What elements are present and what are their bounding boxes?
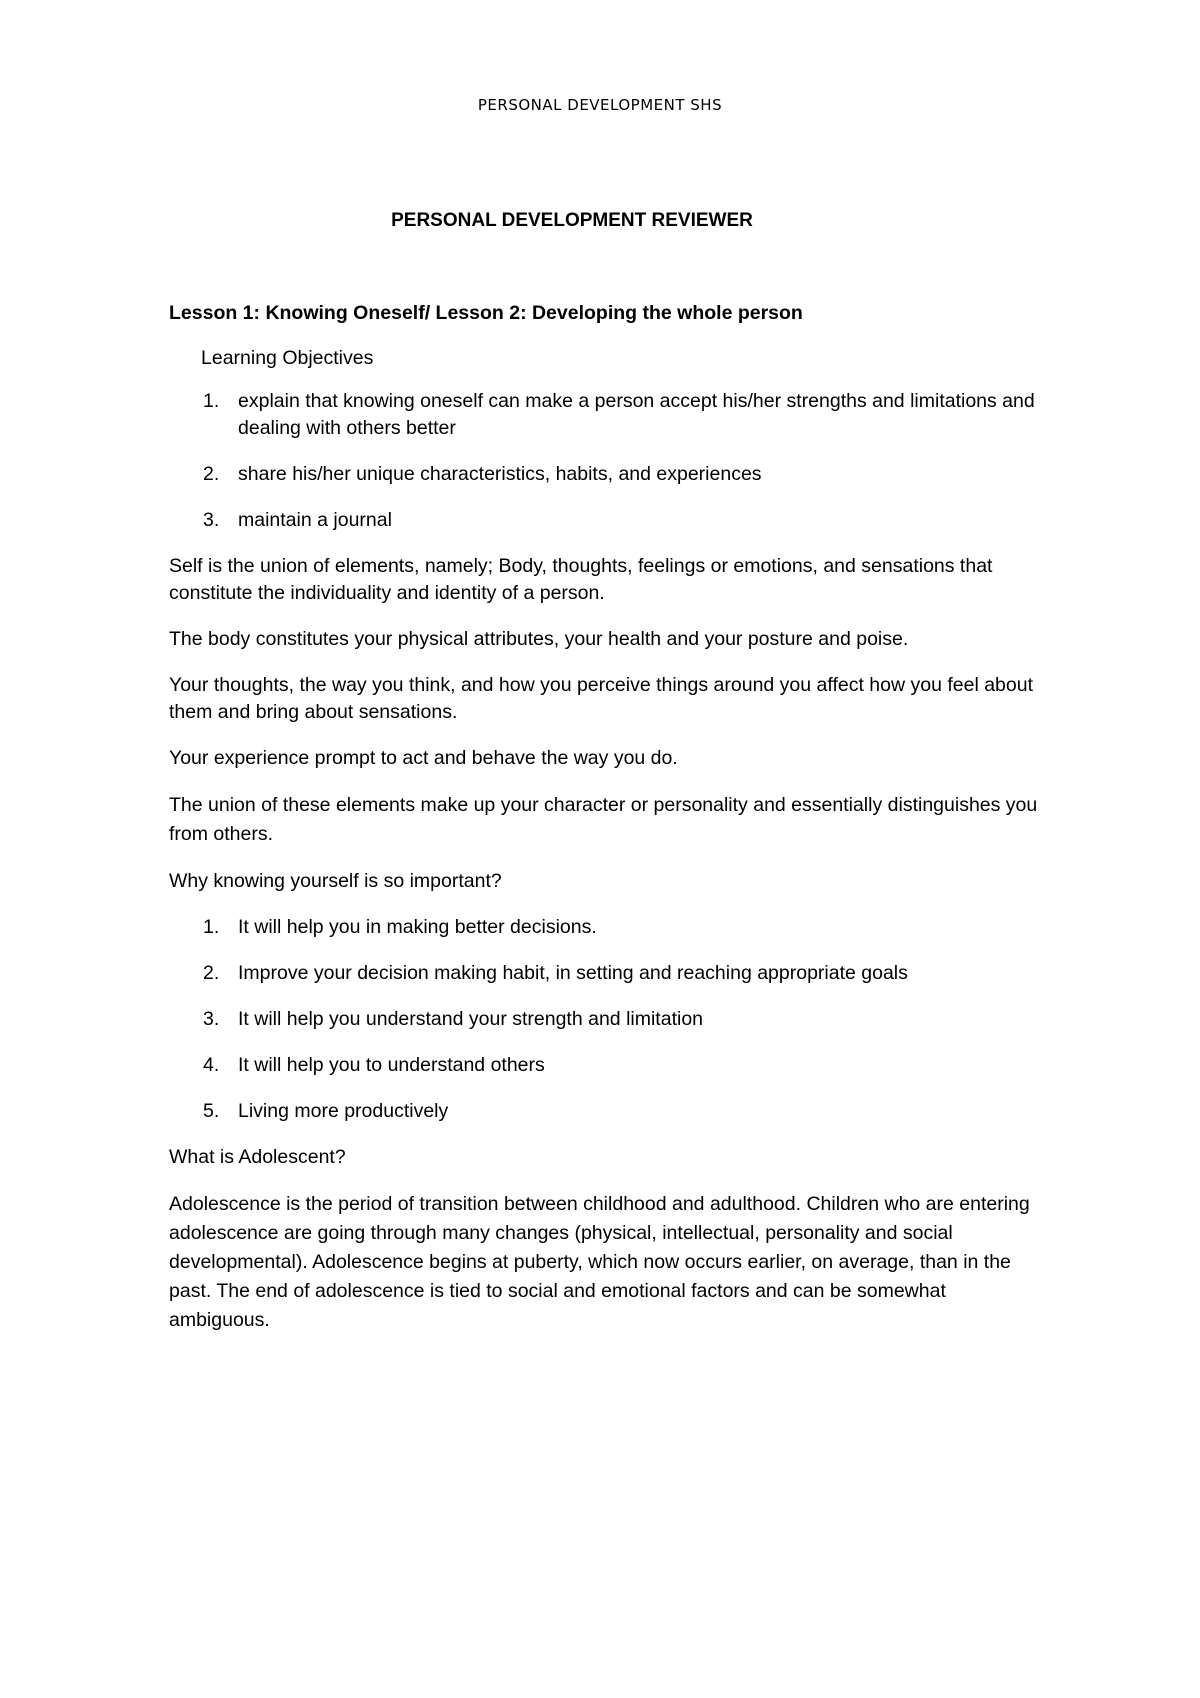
why-question: Why knowing yourself is so important? [169,870,502,892]
list-number: 3. [203,509,220,531]
list-number: 2. [203,463,220,485]
list-number: 4. [203,1054,220,1076]
list-item-text: It will help you in making better decisions. [238,916,597,938]
list-item [169,1006,1049,1033]
paragraph-union: The union of these elements make up your character or personality and essentially distinguishes you from others. [169,794,1038,845]
list-number: 2. [203,962,220,984]
list-number: 5. [203,1100,220,1122]
list-item-text: Living more productively [238,1100,449,1122]
lesson-heading: Lesson 1: Knowing Oneself/ Lesson 2: Developing the whole person [169,302,803,324]
list-item-text: Improve your decision making habit, in setting and reaching appropriate goals [238,962,908,984]
list-item [169,461,1049,488]
adolescent-paragraph: Adolescence is the period of transition between childhood and adulthood. Children who are entering adolescence are going through many changes (physical, intellectual, personality and social developmental). Adolescence begins at puberty, which now occurs earlier, on average, than in the past. The end of adolescence is tied to social and emotional factors and can be somewhat ambiguous. [169,1193,1030,1331]
list-item [169,1052,1049,1079]
list-item-text: explain that knowing oneself can make a person accept his/her strengths and limitations and dealing with others better [238,390,1035,439]
page-header: PERSONAL DEVELOPMENT SHS [477,96,723,114]
objectives-label: Learning Objectives [201,347,374,369]
list-item-text: share his/her unique characteristics, habits, and experiences [238,463,762,485]
list-number: 3. [203,1008,220,1030]
list-item [169,914,1049,941]
list-item [169,960,1049,987]
list-number: 1. [203,916,220,938]
adolescent-question: What is Adolescent? [169,1146,346,1168]
document-body [169,300,1049,1354]
list-item-text: It will help you to understand others [238,1054,545,1076]
list-item [169,1098,1049,1125]
paragraph-thoughts: Your thoughts, the way you think, and how you perceive things around you affect how you feel about them and bring about sensations. [169,674,1033,723]
objectives-list [169,388,1049,534]
list-number: 1. [203,390,220,412]
why-list [169,914,1049,1125]
list-item [169,507,1049,534]
paragraph-body: The body constitutes your physical attributes, your health and your posture and poise. [169,628,909,650]
paragraph-self: Self is the union of elements, namely; Body, thoughts, feelings or emotions, and sensations that constitute the individuality and identity of a person. [169,555,993,604]
list-item [169,388,1049,442]
document-title: PERSONAL DEVELOPMENT REVIEWER [391,210,753,231]
list-item-text: It will help you understand your strength and limitation [238,1008,704,1030]
paragraph-experience: Your experience prompt to act and behave the way you do. [169,747,678,769]
list-item-text: maintain a journal [238,509,392,531]
